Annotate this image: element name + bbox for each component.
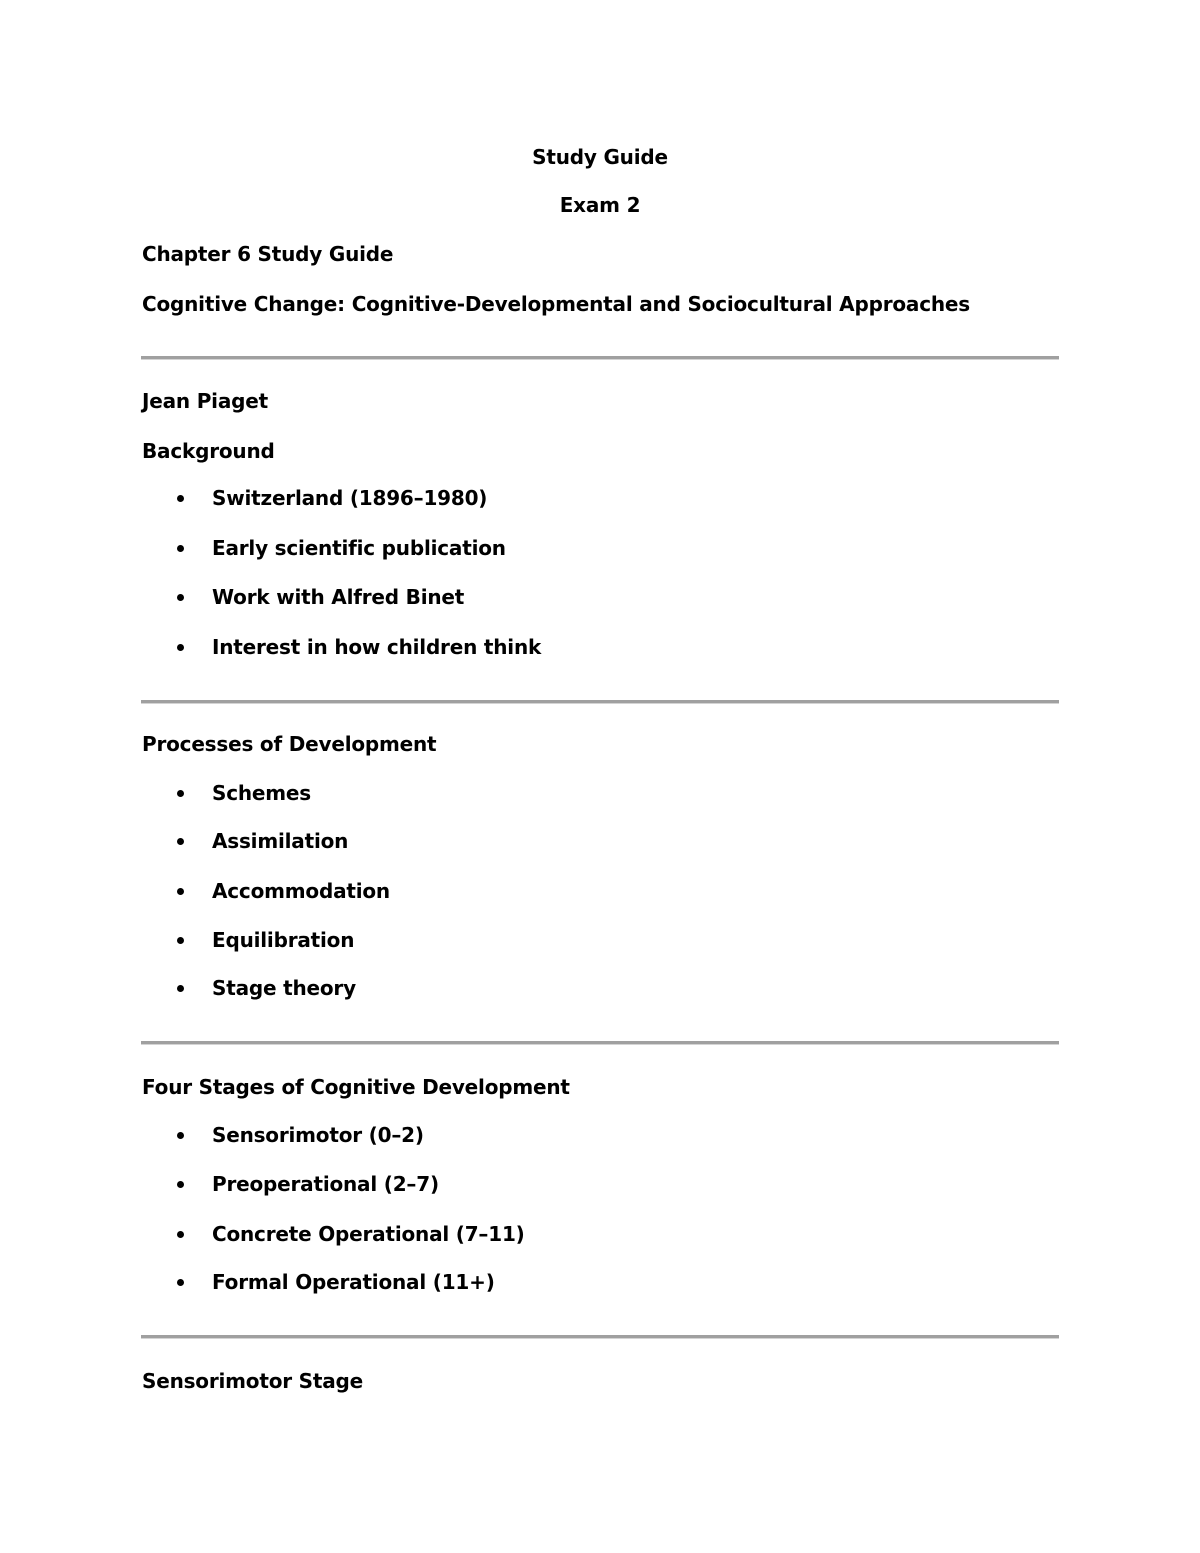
list-item-text: Early scientific publication bbox=[212, 536, 506, 560]
list-item-text: Equilibration bbox=[212, 928, 355, 952]
bullet-icon bbox=[177, 1181, 184, 1188]
bullet-icon bbox=[177, 495, 184, 502]
list-item-text: Schemes bbox=[212, 781, 311, 805]
document-title: Study Guide bbox=[532, 145, 668, 169]
bullet-icon bbox=[177, 1231, 184, 1238]
bullet-icon bbox=[177, 790, 184, 797]
document-subtitle: Exam 2 bbox=[559, 193, 641, 217]
section-divider bbox=[141, 1041, 1059, 1045]
bullet-icon bbox=[177, 1279, 184, 1286]
subheading-background: Background bbox=[142, 439, 275, 463]
list-item-text: Work with Alfred Binet bbox=[212, 585, 465, 609]
list-item-text: Switzerland (1896–1980) bbox=[212, 486, 488, 510]
section-heading-processes: Processes of Development bbox=[142, 732, 437, 756]
list-item-text: Sensorimotor (0–2) bbox=[212, 1123, 424, 1147]
list-item-text: Preoperational (2–7) bbox=[212, 1172, 439, 1196]
list-item-text: Formal Operational (11+) bbox=[212, 1270, 495, 1294]
section-heading-four-stages: Four Stages of Cognitive Development bbox=[142, 1075, 570, 1099]
bullet-icon bbox=[177, 545, 184, 552]
list-item-text: Interest in how children think bbox=[212, 635, 542, 659]
section-divider bbox=[141, 700, 1059, 704]
bullet-icon bbox=[177, 1132, 184, 1139]
section-divider bbox=[141, 356, 1059, 360]
bullet-icon bbox=[177, 644, 184, 651]
bullet-icon bbox=[177, 937, 184, 944]
list-item-text: Assimilation bbox=[212, 829, 349, 853]
bullet-icon bbox=[177, 888, 184, 895]
bullet-icon bbox=[177, 594, 184, 601]
chapter-label: Chapter 6 Study Guide bbox=[142, 242, 394, 266]
bullet-icon bbox=[177, 838, 184, 845]
list-item-text: Stage theory bbox=[212, 976, 356, 1000]
chapter-title: Cognitive Change: Cognitive-Developmental and Sociocultural Approaches bbox=[142, 292, 970, 316]
section-heading-sensorimotor: Sensorimotor Stage bbox=[142, 1369, 364, 1393]
list-item-text: Accommodation bbox=[212, 879, 390, 903]
bullet-icon bbox=[177, 985, 184, 992]
list-item-text: Concrete Operational (7–11) bbox=[212, 1222, 525, 1246]
section-heading-jean-piaget: Jean Piaget bbox=[142, 389, 268, 413]
section-divider bbox=[141, 1335, 1059, 1339]
